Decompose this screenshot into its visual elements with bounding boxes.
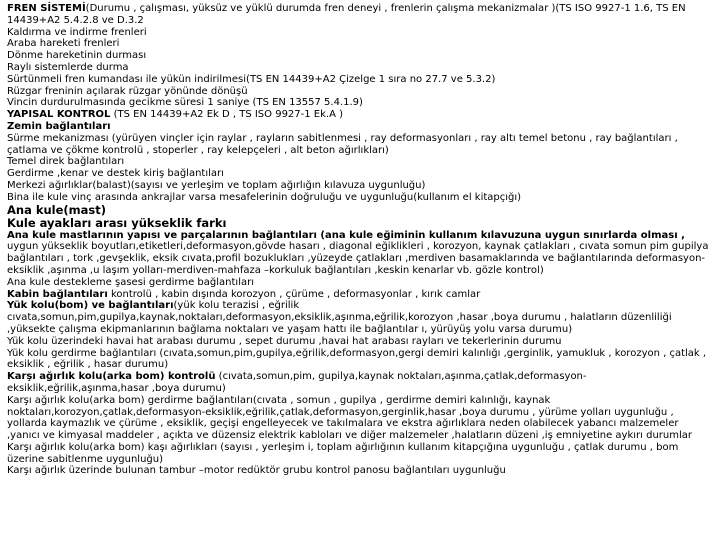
document-line <box>7 97 713 109</box>
document-line <box>7 395 713 442</box>
line-heading: Karşı ağırlık kolu(arka bom) kontrolü <box>7 371 216 383</box>
line-text: Yük kolu üzerindeki havai hat arabası durumu , sepet durumu ,havai hat arabası rayları ve tekerlerinin durumu <box>7 335 562 347</box>
line-text: Gerdirme ,kenar ve destek kiriş bağlantıları <box>7 168 224 180</box>
line-text: Rüzgar freninin açılarak rüzgar yönünde dönüşü <box>7 85 248 97</box>
document-line <box>7 168 713 180</box>
line-text: (TS EN 14439+A2 Ek D , TS ISO 9927-1 Ek.A ) <box>110 109 344 121</box>
line-text: uygun yükseklik boyutları,etiketleri,deformasyon,gövde hasarı , diagonal eğiklikleri , korozyon, kaynak çatlakları , cıvata somun pim gupilya bağlantıları , tork ,gevşeklik, eksik cıvata,profil bozuklukları ,yüzeyde çatlakları ,merdiven basamaklarında ve bağlantılarında deformasyon-eksiklik ,aşınma ,u laşım yolları-merdiven-mahfaza –korkuluk bağlantıları ,keskin kenarlar vb. gözle kontrol) <box>7 241 709 276</box>
document-line <box>7 465 713 477</box>
document-line <box>7 230 713 277</box>
line-heading: Zemin bağlantıları <box>7 120 111 132</box>
line-text: Karşı ağırlık üzerinde bulunan tambur –motor redüktör grubu kontrol panosu bağlantıları uygunluğu <box>7 465 506 477</box>
document-line <box>7 277 713 289</box>
line-text: Raylı sistemlerde durma <box>7 61 129 73</box>
line-text: Karşı ağırlık kolu(arka bom) kaşı ağırlıkları (sayısı , yerleşim i, toplam ağırlığının kullanım kitapçığına uygunluğu , çatlak durumu , bom üzerine sabitlenme uygunluğu) <box>7 441 679 465</box>
document-line <box>7 50 713 62</box>
line-text: (Durumu , çalışması, yüksüz ve yüklü durumda fren deneyi , frenlerin çalışma mekanizmalar )(TS ISO 9927-1 1.6, TS EN 14439+A2 5.4.2.8 ve D.3.2 <box>7 3 686 26</box>
line-text: Bina ile kule vinç arasında ankrajlar varsa mesafelerinin doğruluğu ve uygunluğu(kullanım el kitapçığı) <box>7 191 522 203</box>
line-text: Araba hareketi frenleri <box>7 38 120 50</box>
document-line <box>7 74 713 86</box>
line-heading: FREN SİSTEMİ <box>7 3 86 14</box>
line-text: Temel direk bağlantıları <box>7 156 125 168</box>
line-heading: Yük kolu(bom) ve bağlantıları <box>7 300 174 312</box>
document-line <box>7 86 713 98</box>
line-text: Merkezi ağırlıklar(balast)(sayısı ve yerleşim ve toplam ağırlığın kılavuza uygunluğu) <box>7 179 426 191</box>
line-heading: Kabin bağlantıları <box>7 288 108 300</box>
document-line <box>7 156 713 168</box>
line-heading: Kule ayakları arası yükseklik farkı <box>7 215 227 230</box>
document-line <box>7 442 713 466</box>
line-heading: YAPISAL KONTROL <box>7 109 111 121</box>
document-line <box>7 121 713 133</box>
line-text: (yük kolu terazisi , eğrilik cıvata,somun,pim,gupilya,kaynak,noktaları,deformasyon,eksiklik,aşınma,eğrilik,korozyon ,hasar ,boya durumu , halatların düzenliliği ,yüksekte çalışma ekipmanlarının bağlama noktaları ve yaşam hattı ile bağlantılar ı, yürüyüş yolu varsa durumu) <box>7 300 672 335</box>
document-line <box>7 348 713 372</box>
line-text: (cıvata,somun,pim, gupilya,kaynak noktaları,aşınma,çatlak,deformasyon-eksiklik,eğrilik,aşınma,hasar ,boya durumu) <box>7 371 587 394</box>
document-line <box>7 217 713 230</box>
line-text: Ana kule destekleme şasesi gerdirme bağlantıları <box>7 276 254 288</box>
document-line <box>7 300 713 335</box>
line-text: Yük kolu gerdirme bağlantıları (cıvata,somun,pim,gupilya,eğrilik,deformasyon,gergi demiri kalınlığı ,gerginlik, yamukluk , korozyon , çatlak , eksiklik , eğrilik , hasar durumu) <box>7 347 707 371</box>
line-heading: Ana kule mastlarının yapısı ve parçalarının bağlantıları (ana kule eğiminin kullanım kılavuzuna uygun sınırlarda olması , <box>7 229 685 241</box>
document-line <box>7 371 713 395</box>
line-text: Vincin durdurulmasında gecikme süresi 1 saniye (TS EN 13557 5.4.1.9) <box>7 97 363 109</box>
line-text: Kaldırma ve indirme frenleri <box>7 26 147 38</box>
line-heading: Ana kule(mast) <box>7 202 107 217</box>
document-line <box>7 3 713 27</box>
document-line <box>7 62 713 74</box>
line-text: Sürtünmeli fren kumandası ile yükün indirilmesi(TS EN 14439+A2 Çizelge 1 sıra no 27.7 ve 5.3.2) <box>7 73 496 85</box>
document-line <box>7 109 713 121</box>
document-line <box>7 336 713 348</box>
document-line <box>7 38 713 50</box>
document-line <box>7 180 713 192</box>
document-line <box>7 289 713 301</box>
document-line <box>7 133 713 157</box>
document-body <box>7 3 713 477</box>
line-text: kontrolü , kabin dışında korozyon , çürüme , deformasyonlar , kırık camlar <box>107 288 481 300</box>
document-line <box>7 27 713 39</box>
line-text: Karşı ağırlık kolu(arka bom) gerdirme bağlantıları(cıvata , somun , gupilya , gerdirme demiri kalınlığı, kaynak noktaları,korozyon,çatlak,deformasyon-eksiklik,eğrilik,çatlak,deformasyon,gerginlik,hasar ,boya durumu , yürüme yolları uygunluğu , yollarda kaymazlık ve çürüme , eksiklik, geçişi engelleyecek ve takılmalara ve ekstra ağırlıklara neden olabilecek yabancı malzemeler ,yanıcı ve kimyasal maddeler , açıkta ve düzensiz elektrik kabloları ve diğer malzemeler ,halatların düzeni ,iş emniyetine aykırı durumlar <box>7 394 692 442</box>
document-line <box>7 192 713 204</box>
line-text: Sürme mekanizması (yürüyen vinçler için raylar , rayların sabitlenmesi , ray deformasyonları , ray altı temel betonu , ray bağlantıları , çatlama ve çökme kontrolü , stoperler , ray kelepçeleri , alt beton ağırlıkları) <box>7 132 678 156</box>
line-text: Dönme hareketinin durması <box>7 50 147 62</box>
